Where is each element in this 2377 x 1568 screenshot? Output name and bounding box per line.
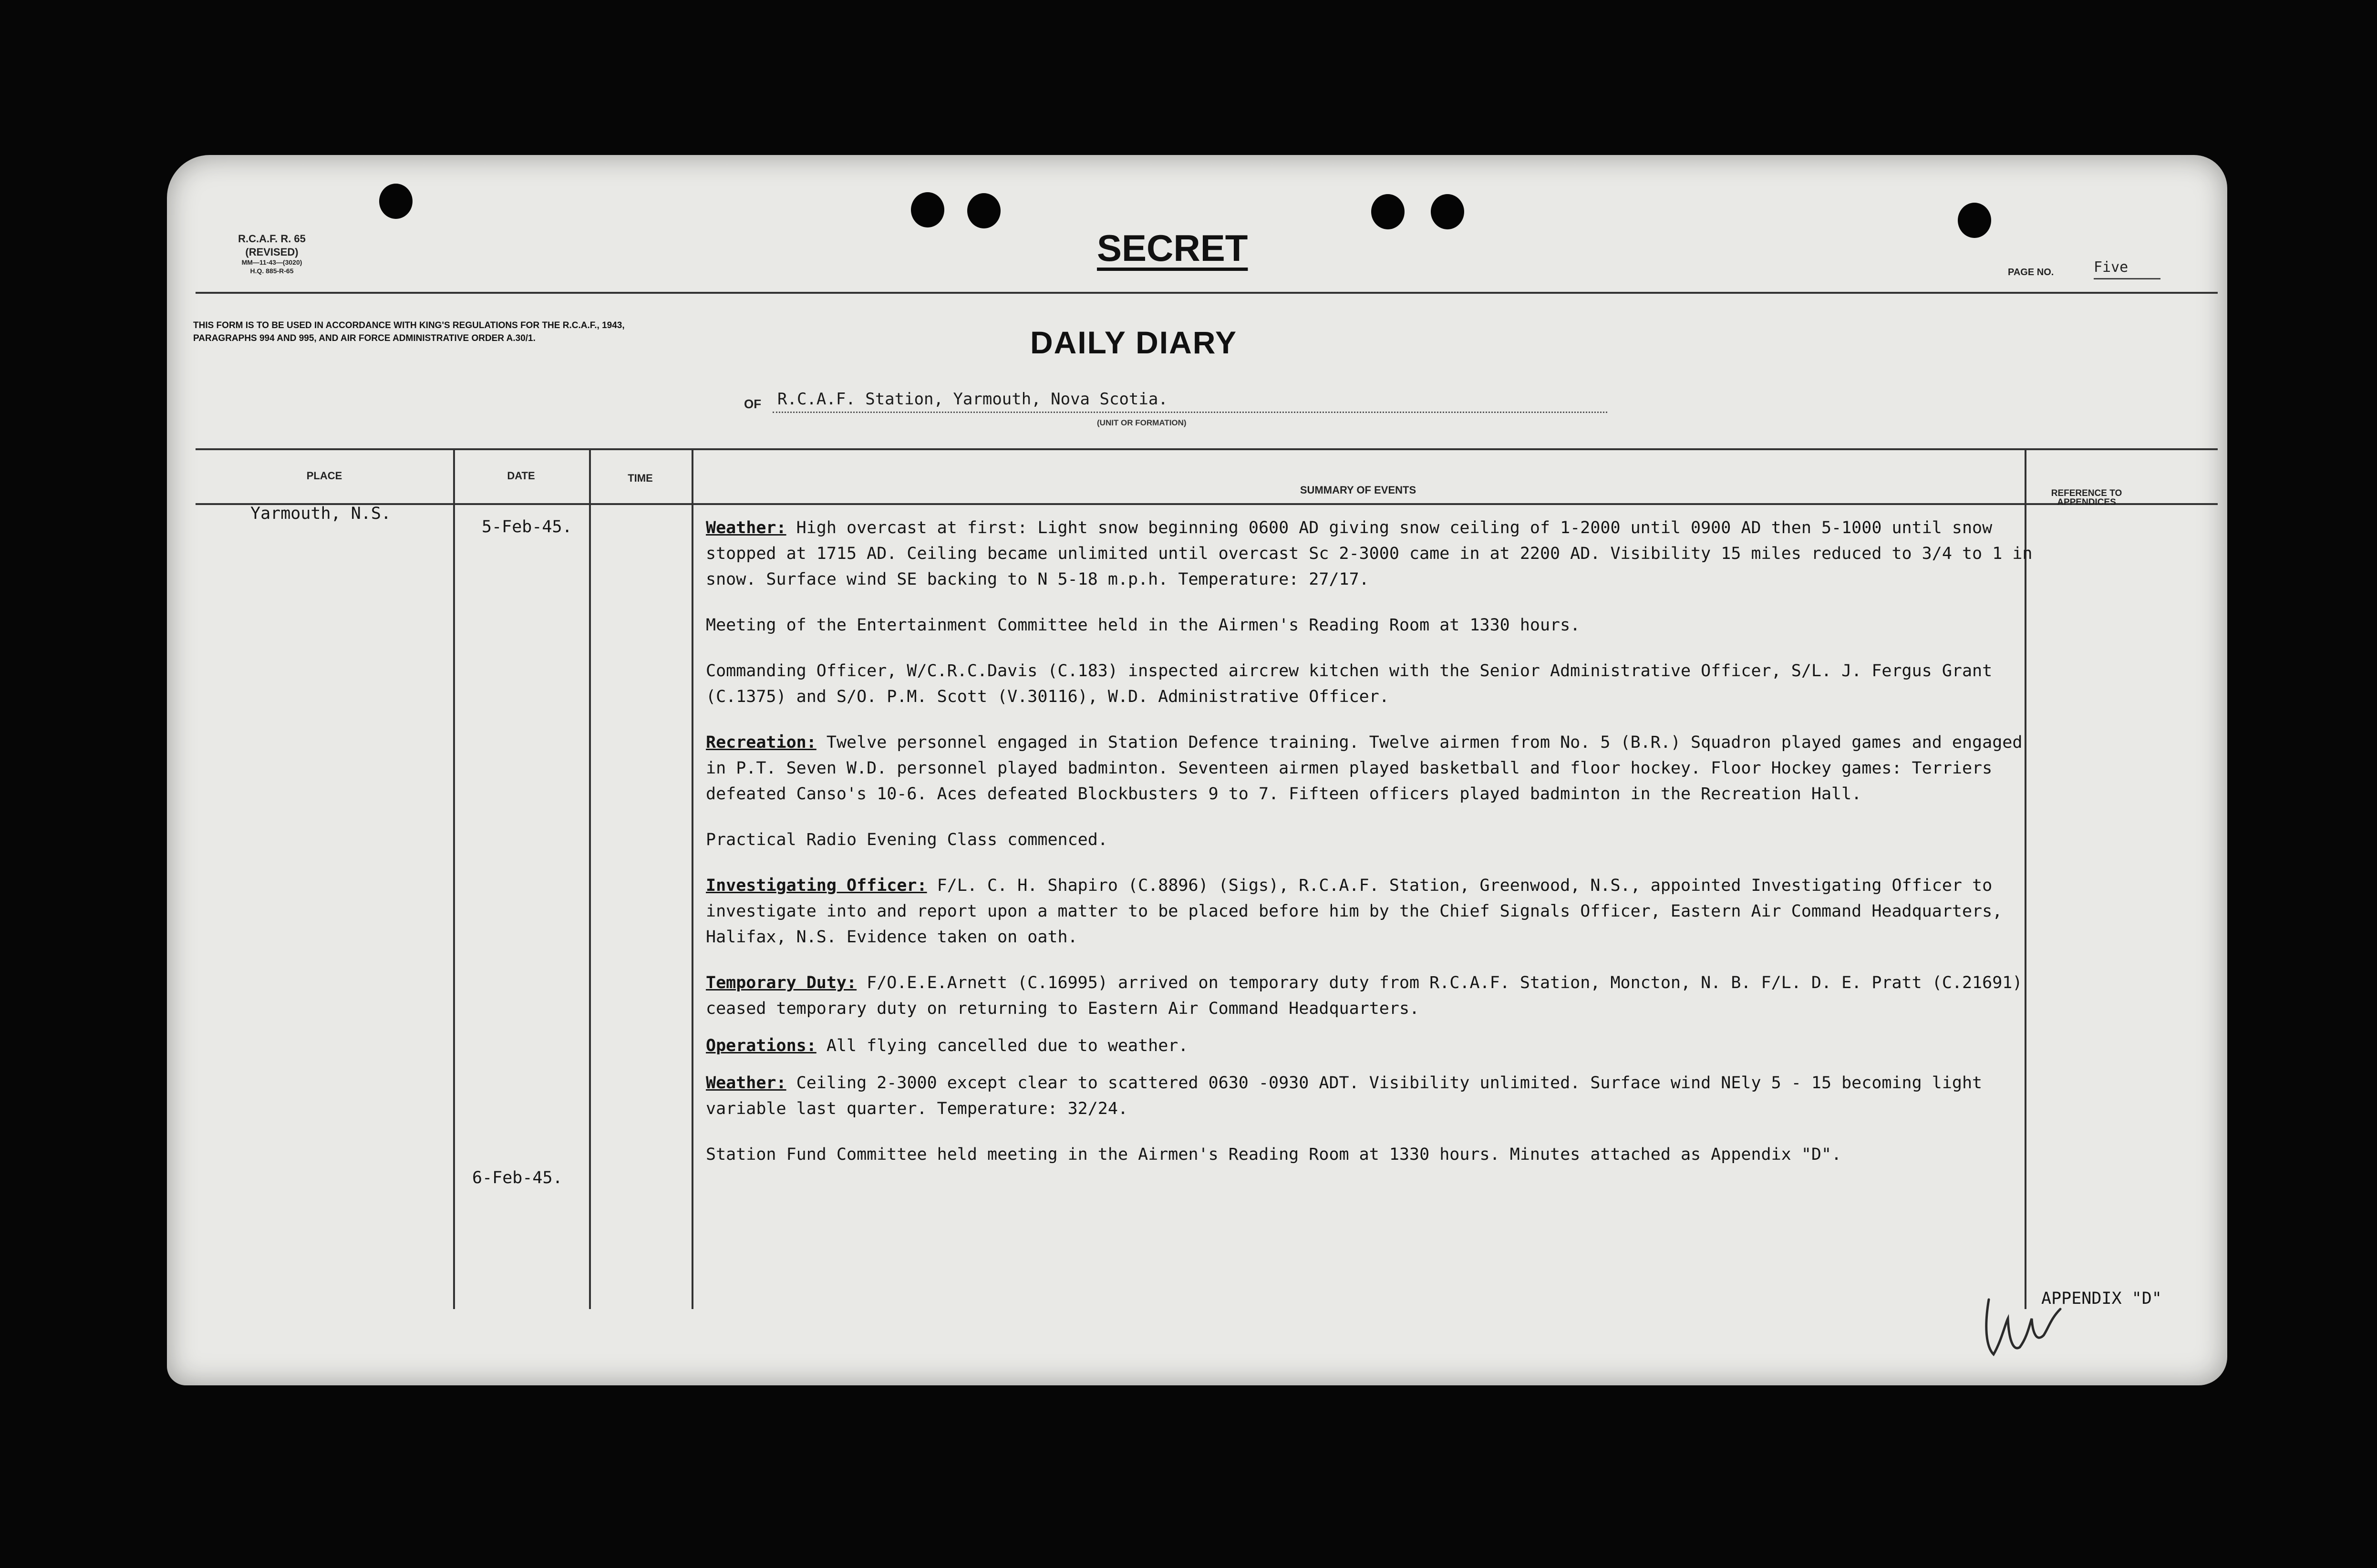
page-number-rule <box>2094 278 2160 279</box>
appendix-reference: APPENDIX "D" <box>2041 1289 2162 1308</box>
page-number-value: Five <box>2094 259 2129 276</box>
entry-text: Meeting of the Entertainment Committee held in the Airmen's Reading Room at 1330 hours. <box>706 616 1581 635</box>
signature-stroke <box>1986 1300 2060 1354</box>
column-header-time: TIME <box>628 472 653 484</box>
summary-paragraph <box>706 1142 2036 1167</box>
print-code: MM—11-43—(3020) <box>241 258 302 266</box>
punch-hole <box>1958 203 1991 238</box>
form-identifier <box>212 232 331 275</box>
regulation-note: THIS FORM IS TO BE USED IN ACCORDANCE WITH KING'S REGULATIONS FOR THE R.C.A.F., 1943, PARAGRAPHS 994 AND 995, AND AIR FORCE ADMINISTRATIVE ORDER A.30/1. <box>193 320 625 343</box>
entry-text: Commanding Officer, W/C.R.C.Davis (C.183) inspected aircrew kitchen with the Senior Administrative Officer, S/L. J. Fergus Grant (C.1375) and S/O. P.M. Scott (V.30116), W.D. Administrative Officer. <box>706 661 1993 706</box>
table-header-rule <box>196 503 2218 505</box>
column-header-reference: REFERENCE TO APPENDICES <box>2051 488 2122 507</box>
summary-paragraph <box>706 827 2036 853</box>
date-cell: 5-Feb-45. <box>482 517 572 536</box>
entry-label: Weather: <box>706 518 786 537</box>
entry-label: Weather: <box>706 1073 786 1093</box>
summary-paragraph <box>706 612 2036 638</box>
column-divider <box>692 448 693 1309</box>
header-rule <box>196 292 2218 294</box>
diary-form-sheet <box>167 155 2227 1385</box>
page-number-label: PAGE NO. <box>2008 267 2054 278</box>
summary-paragraph <box>706 1070 2036 1122</box>
unit-of-label: OF <box>744 397 762 411</box>
column-divider <box>589 448 591 1309</box>
entry-label: Recreation: <box>706 733 816 752</box>
entry-label: Operations: <box>706 1036 816 1055</box>
summary-paragraph <box>706 1033 2036 1059</box>
summary-paragraph <box>706 658 2036 710</box>
date-cell: 6-Feb-45. <box>472 1168 563 1187</box>
entry-text: F/L. C. H. Shapiro (C.8896) (Sigs), R.C.A.F. Station, Greenwood, N.S., appointed Investigating Officer to investigate into and report upon a matter to be placed before him by the Chief Signals Officer, Eastern Air Command Headquarters, Halifax, N.S. Evidence taken on oath. <box>706 876 2003 947</box>
summary-paragraph <box>706 970 2036 1021</box>
initials-signature <box>1979 1290 2075 1362</box>
unit-caption: (UNIT OR FORMATION) <box>1097 418 1187 427</box>
entry-text: Ceiling 2-3000 except clear to scattered 0630 -0930 ADT. Visibility unlimited. Surface wind NEly 5 - 15 becoming light variable last quarter. Temperature: 32/24. <box>706 1073 1983 1118</box>
entry-text: F/O.E.E.Arnett (C.16995) arrived on temporary duty from R.C.A.F. Station, Moncton, N. B. F/L. D. E. Pratt (C.21691) ceased temporary duty on returning to Eastern Air Command Headquarters. <box>706 973 2023 1018</box>
entry-text: Twelve personnel engaged in Station Defence training. Twelve airmen from No. 5 (B.R.) Squadron played games and engaged in P.T. Seven W.D. personnel played badminton. Seventeen airmen played basketball and floor hockey. Floor Hockey games: Terriers defeated Canso's 10-6. Aces defeated Blockbusters 9 to 7. Fifteen officers played badminton in the Recreation Hall. <box>706 733 2023 804</box>
summary-of-events <box>706 515 2036 1187</box>
entry-text: Station Fund Committee held meeting in the Airmen's Reading Room at 1330 hours. Minutes attached as Appendix "D". <box>706 1145 1842 1164</box>
punch-hole <box>967 193 1001 228</box>
unit-underline <box>773 412 1607 413</box>
punch-hole <box>911 192 944 227</box>
entry-text: All flying cancelled due to weather. <box>816 1036 1188 1055</box>
form-number: R.C.A.F. R. 65 (REVISED) <box>238 233 306 258</box>
punch-hole <box>379 184 413 219</box>
entry-text: Practical Radio Evening Class commenced. <box>706 830 1108 849</box>
column-header-place: PLACE <box>306 470 342 482</box>
entry-text: High overcast at first: Light snow beginning 0600 AD giving snow ceiling of 1-2000 until 0900 AD then 5-1000 until snow stopped at 1715 AD. Ceiling became unlimited until overcast Sc 2-3000 came in at 2200 AD. Visibility 15 miles reduced to 3/4 to 1 in snow. Surface wind SE backing to N 5-18 m.p.h. Temperature: 27/17. <box>706 518 2033 589</box>
summary-paragraph <box>706 515 2036 592</box>
classification-stamp: SECRET <box>1097 227 1248 269</box>
unit-name: R.C.A.F. Station, Yarmouth, Nova Scotia. <box>777 390 1168 409</box>
hq-code: H.Q. 885-R-65 <box>250 267 294 275</box>
column-divider <box>453 448 455 1309</box>
entry-label: Investigating Officer: <box>706 876 927 895</box>
page-title: DAILY DIARY <box>1030 325 1237 360</box>
column-header-summary: SUMMARY OF EVENTS <box>1300 484 1416 496</box>
summary-paragraph <box>706 730 2036 807</box>
table-top-rule <box>196 448 2218 450</box>
summary-paragraph <box>706 873 2036 950</box>
entry-label: Temporary Duty: <box>706 973 857 992</box>
punch-hole <box>1431 194 1464 229</box>
punch-hole <box>1371 194 1405 229</box>
column-header-date: DATE <box>507 470 535 482</box>
place-cell: Yarmouth, N.S. <box>250 504 392 523</box>
